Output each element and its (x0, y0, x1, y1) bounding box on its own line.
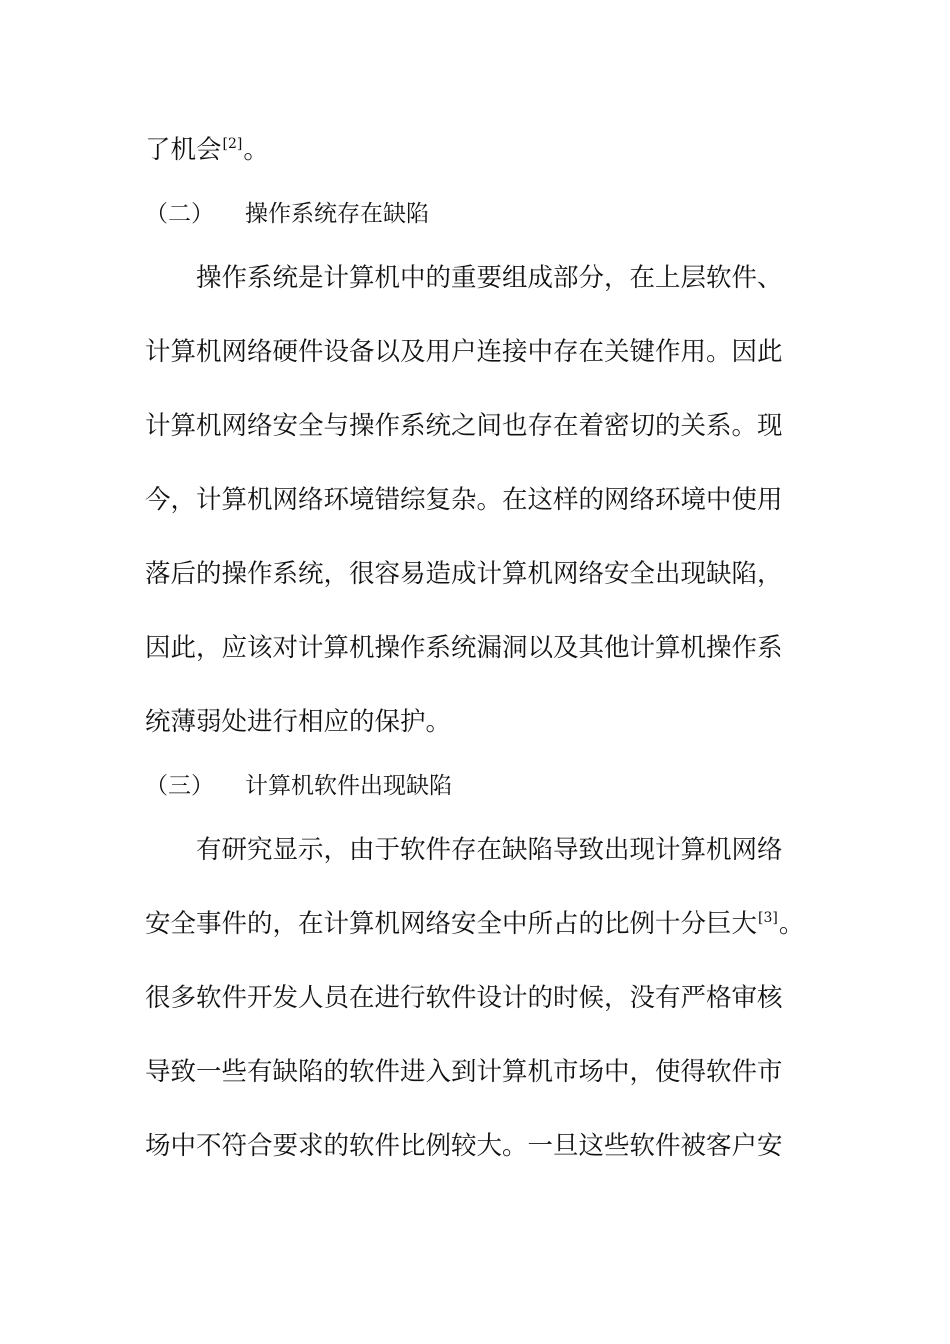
paragraph-line (145, 904, 835, 948)
paragraph-line: 计算机网络硬件设备以及用户连接中存在关键作用。因此 (145, 337, 783, 367)
paragraph-line: 很多软件开发人员在进行软件设计的时候，没有严格审核 (145, 983, 783, 1013)
citation-ref: [3] (758, 910, 778, 926)
paragraph-line: 操作系统是计算机中的重要组成部分，在上层软件、 (196, 263, 783, 293)
paragraph-line (145, 130, 835, 174)
line-punct: 。 (778, 909, 805, 939)
paragraph-line: 有研究显示，由于软件存在缺陷导致出现计算机网络 (196, 835, 783, 865)
paragraph-line: 场中不符合要求的软件比例较大。一旦这些软件被客户安 (145, 1131, 783, 1161)
section-title: 计算机软件出现缺陷 (245, 773, 452, 799)
paragraph-line: 统薄弱处进行相应的保护。 (145, 707, 452, 737)
line-punct: 。 (243, 135, 269, 165)
section-heading-2 (145, 196, 429, 232)
line-text: 了机会 (145, 135, 222, 165)
line-text: 安全事件的，在计算机网络安全中所占的比例十分巨大 (145, 909, 758, 939)
paragraph-line: 今，计算机网络环境错综复杂。在这样的网络环境中使用 (145, 485, 783, 515)
paragraph-line: 因此，应该对计算机操作系统漏洞以及其他计算机操作系 (145, 633, 783, 663)
section-number: （二） (145, 201, 214, 227)
paragraph-line: 计算机网络安全与操作系统之间也存在着密切的关系。现 (145, 411, 783, 441)
section-number: （三） (145, 773, 214, 799)
section-heading-3 (145, 768, 452, 804)
citation-ref: [2] (222, 136, 243, 152)
paragraph-line: 导致一些有缺陷的软件进入到计算机市场中，使得软件市 (145, 1057, 783, 1087)
paragraph-line: 落后的操作系统，很容易造成计算机网络安全出现缺陷， (145, 559, 783, 589)
section-title: 操作系统存在缺陷 (245, 201, 429, 227)
